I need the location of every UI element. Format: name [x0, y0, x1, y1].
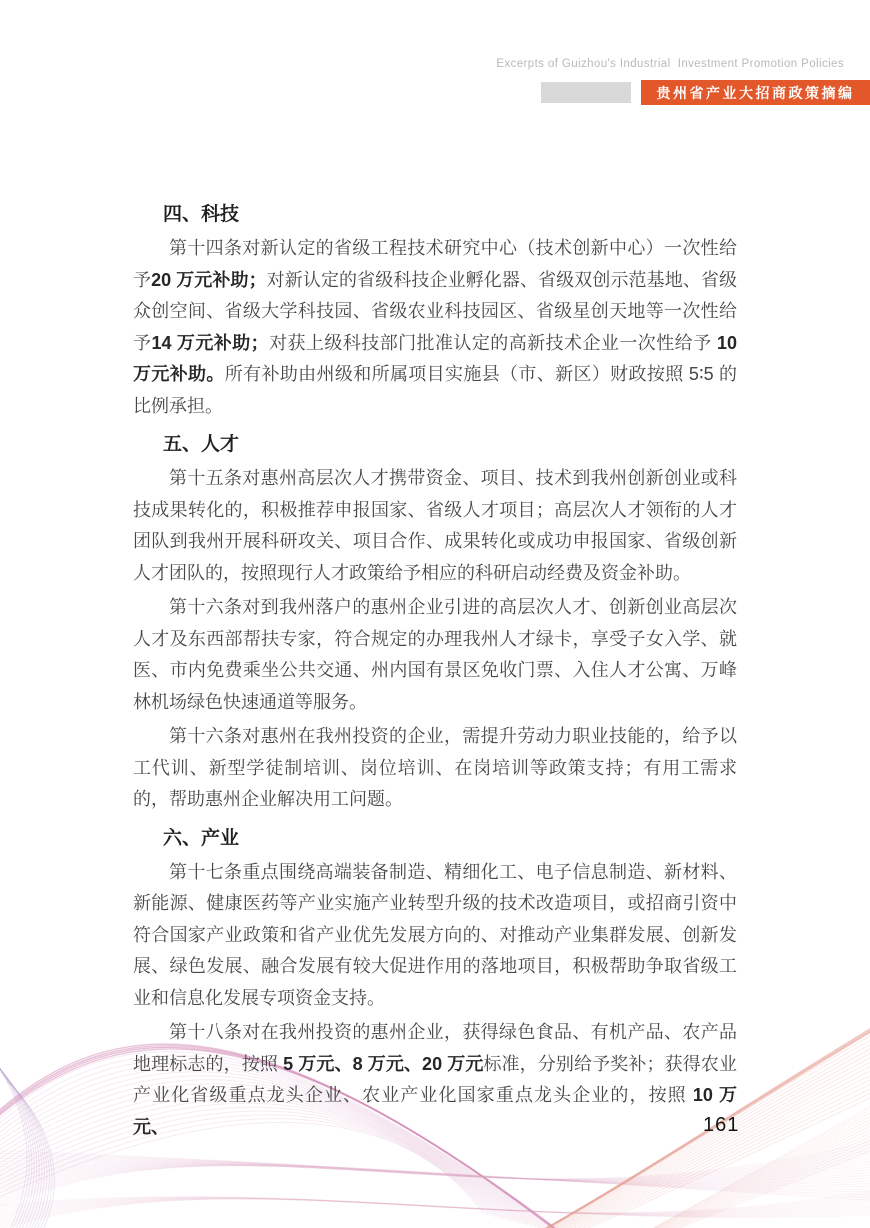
policy-paragraph — [133, 233, 737, 422]
header-title-banner — [641, 80, 870, 105]
bold-amount-text: 14 万元补助； — [151, 332, 269, 353]
section-heading: 四、科技 — [163, 204, 240, 225]
paragraph-text: 第十四条对新认定的省级工程技术研究中心（技术创新中心）一次性给予 — [133, 238, 737, 290]
document-body — [133, 192, 740, 1146]
policy-paragraph — [133, 857, 737, 1015]
bold-amount-text: 5 万元、8 万元、20 万元 — [283, 1053, 484, 1074]
header-title-text: 贵州省产业大招商政策摘编 — [656, 84, 855, 101]
policy-paragraph — [133, 592, 737, 718]
paragraph-text: 对获上级科技部门批准认定的高新技术企业一次性给予 — [268, 332, 717, 353]
paragraph-text: 对新认定的省级科技企业孵化器、省级双创示范基地、省级众创空间、省级大学科技园、省级农业科技园区、省级星创天地等一次性给予 — [133, 269, 738, 353]
paragraph-text: 第十八条对在我州投资的惠州企业，获得绿色食品、有机产品、农产品地理标志的，按照 — [133, 1022, 737, 1074]
header-gray-block — [541, 82, 631, 103]
header-english-caption: Excerpts of Guizhou's Industrial Investment Promotion Policies — [496, 58, 844, 70]
bold-amount-text: 10 万元、 — [133, 1085, 737, 1137]
paragraph-text: 第十六条对到我州落户的惠州企业引进的高层次人才、创新创业高层次人才及东西部帮扶专家，符合规定的办理我州人才绿卡，享受子女入学、就医、市内免费乘坐公共交通、州内国有景区免收门票、入住人才公寓、万峰林机场绿色快速通道等服务。 — [133, 597, 737, 712]
paragraph-text: 标准，分别给予奖补；获得农业产业化省级重点龙头企业、农业产业化国家重点龙头企业的，按照 — [133, 1053, 737, 1105]
paragraph-text: 第十七条重点围绕高端装备制造、精细化工、电子信息制造、新材料、新能源、健康医药等产业实施产业转型升级的技术改造项目，或招商引资中符合国家产业政策和省产业优先发展方向的、对推动产业集群发展、创新发展、绿色发展、融合发展有较大促进作用的落地项目，积极帮助争取省级工业和信息化发展专项资金支持。 — [133, 861, 737, 1008]
policy-paragraph — [133, 1017, 740, 1143]
paragraph-text: 第十六条对惠州在我州投资的企业，需提升劳动力职业技能的，给予以工代训、新型学徒制培训、岗位培训、在岗培训等政策支持；有用工需求的，帮助惠州企业解决用工问题。 — [133, 726, 737, 809]
policy-section — [133, 199, 737, 422]
policy-paragraph — [133, 721, 737, 816]
policy-paragraph — [133, 463, 737, 589]
section-heading: 五、人才 — [163, 434, 240, 455]
paragraph-text: 所有补助由州级和所属项目实施县（市、新区）财政按照 5∶5 的比例承担。 — [133, 364, 737, 416]
policy-section — [133, 429, 737, 816]
paragraph-text: 第十五条对惠州高层次人才携带资金、项目、技术到我州创新创业或科技成果转化的，积极推荐申报国家、省级人才项目；高层次人才领衔的人才团队到我州开展科研攻关、项目合作、成果转化或成功申报国家、省级创新人才团队的，按照现行人才政策给予相应的科研启动经费及资金补助。 — [133, 468, 737, 583]
bold-amount-text: 10 万元补助。 — [133, 332, 737, 384]
policy-section — [133, 823, 740, 1144]
page-number: 161 — [703, 1114, 740, 1136]
section-heading: 六、产业 — [163, 827, 240, 849]
bold-amount-text: 20 万元补助； — [151, 269, 267, 290]
